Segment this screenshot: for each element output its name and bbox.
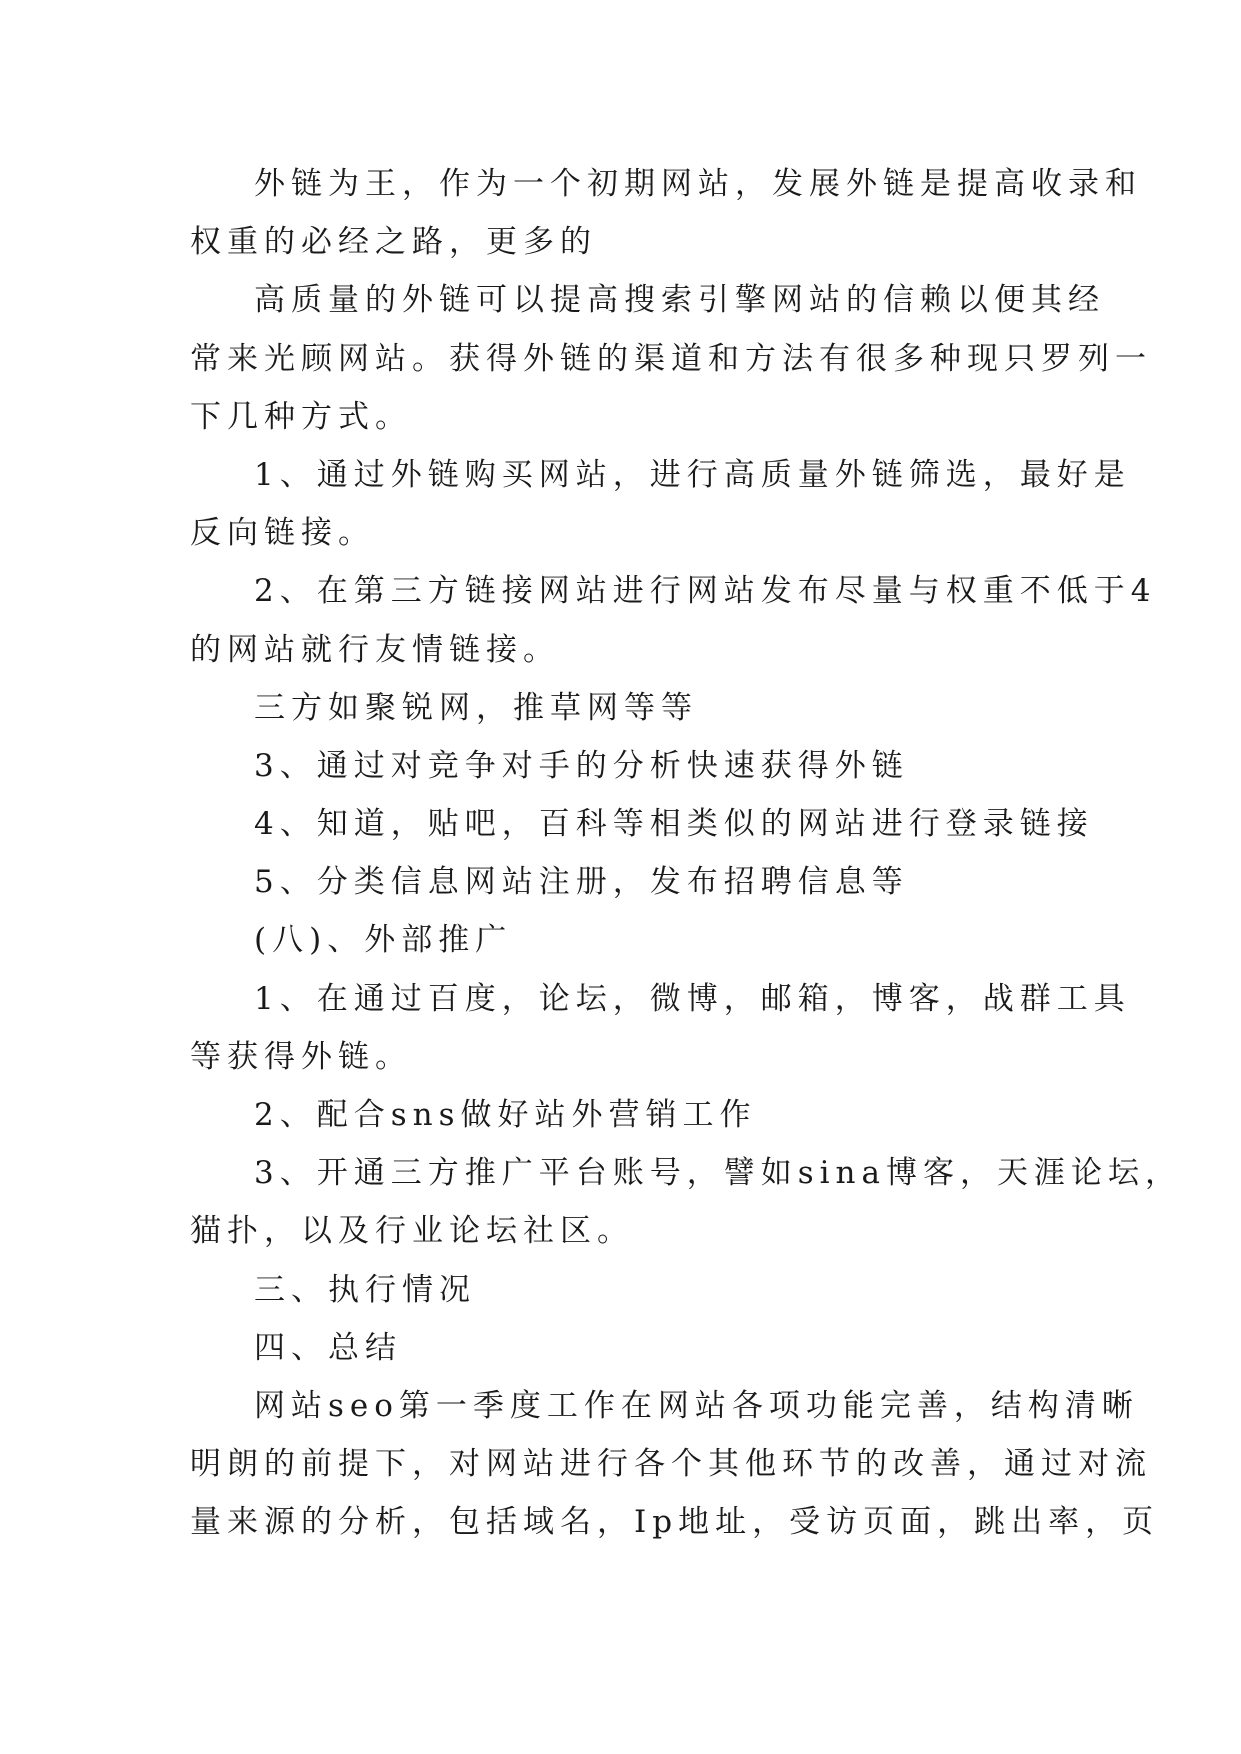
text-line: 1、通过外链购买网站，进行高质量外链筛选，最好是 (254, 456, 1131, 493)
text-line: 高质量的外链可以提高搜索引擎网站的信赖以便其经 (254, 282, 1105, 319)
text-line: 量来源的分析，包括域名，Ip地址，受访页面，跳出率，页 (190, 1504, 1160, 1541)
text-line: 2、在第三方链接网站进行网站发布尽量与权重不低于4 (254, 573, 1157, 610)
section-heading: 三、执行情况 (254, 1271, 476, 1308)
text-line: 下几种方式。 (190, 398, 412, 435)
text-line: 外链为王，作为一个初期网站，发展外链是提高收录和 (254, 166, 1142, 202)
text-line: 网站seo第一季度工作在网站各项功能完善，结构清晰 (254, 1387, 1139, 1424)
text-line: 2、配合sns做好站外营销工作 (254, 1097, 757, 1133)
text-line: 3、开通三方推广平台账号，譬如sina博客，天涯论坛， (254, 1155, 1182, 1192)
text-line: 1、在通过百度，论坛，微博，邮箱，博客，战群工具 (254, 980, 1131, 1017)
text-line: 5、分类信息网站注册，发布招聘信息等 (254, 864, 909, 901)
document-body (190, 155, 1182, 1552)
text-line: 等获得外链。 (190, 1038, 412, 1075)
text-line: 猫扑，以及行业论坛社区。 (190, 1213, 634, 1250)
section-heading: (八)、外部推广 (254, 922, 513, 959)
text-line: 常来光顾网站。获得外链的渠道和方法有很多种现只罗列一 (190, 340, 1152, 377)
text-line: 明朗的前提下，对网站进行各个其他环节的改善，通过对流 (190, 1446, 1152, 1483)
text-line: 权重的必经之路，更多的 (190, 224, 597, 261)
text-line: 3、通过对竞争对手的分析快速获得外链 (254, 747, 909, 784)
text-line: 4、知道，贴吧，百科等相类似的网站进行登录链接 (254, 806, 1094, 843)
section-heading: 四、总结 (254, 1329, 402, 1366)
text-line: 的网站就行友情链接。 (190, 631, 560, 668)
text-line: 反向链接。 (190, 515, 375, 552)
text-line: 三方如聚锐网，推草网等等 (254, 689, 698, 726)
